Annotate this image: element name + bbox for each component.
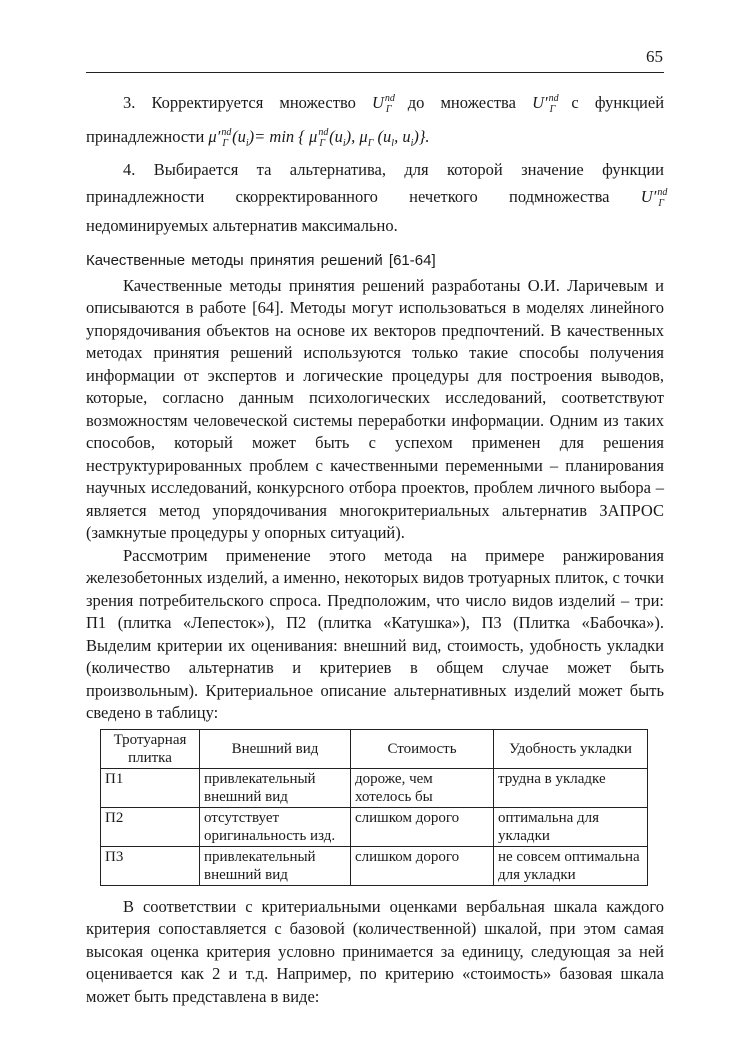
- header-rule: [86, 72, 664, 73]
- table-cell: оптимальна для укладки: [494, 807, 648, 846]
- section-heading: Качественные методы принятия решений [61-64]: [86, 251, 436, 269]
- table-header-cell: Тротуарная плитка: [101, 729, 200, 768]
- section-paragraph-1: Качественные методы принятия решений разработаны О.И. Ларичевым и описываются в работе [64]. Методы могут использоваться в моделях линейного упорядочивания объектов на основе их векторов предпочтений. В качественных методах принятия решений используются только такие способы получения информации от экспертов и логические процедуры для построения выводов, которые, согласно данным психологических исследований, соответствуют возможностям человеческой системы переработки информации. Одним из таких способов, который может быть с успехом применен для решения неструктурированных проблем с качественными переменными – планирования научных исследований, конкурсного отбора проектов, проблем личного выбора – является метод упорядочивания многокритериальных альтернатив ЗАПРОС (замкнутые процедуры у опорных ситуаций).: [86, 275, 664, 542]
- set-u-prime-nd-2: $U'^{nd}_Г$: [640, 186, 668, 209]
- criteria-table: [100, 729, 648, 886]
- page-number: 65: [646, 47, 663, 66]
- table-cell: П1: [101, 768, 200, 807]
- table-header-cell: Стоимость: [351, 729, 494, 768]
- paragraph-item-3: 3. Корректируется множество $U^{nd}_Г$ до множества $U'^{nd}_Г$ с функцией принадлежности $\mu'^{nd}_Г$ $(u_i)= \min$ { $\mu^{nd}_Г$ $(u_i)$, $\mu_Г$ ($u_l$, $u_i$)}.: [86, 93, 665, 149]
- table-row: [101, 768, 648, 807]
- membership-formula: $\mu'^{nd}_Г$ $(u_i)= \min$ { $\mu^{nd}_Г$ $(u_i)$, $\mu_Г$ ($u_l$, $u_i$)}.: [208, 126, 430, 149]
- table-row: [101, 846, 648, 885]
- section-paragraph-3: В соответствии с критериальными оценками вербальная шкала каждого критерия сопоставляется с базовой (количественной) шкалой, при этом самая высокая оценка критерия условно принимается за единицу, следующая за ней оценивается как 2 и т.д. Например, по критерию «стоимость» базовая шкала может быть представлена в виде:: [86, 896, 664, 1006]
- page-body: [86, 88, 668, 1008]
- table-cell: П2: [101, 807, 200, 846]
- table-header-cell: Внешний вид: [200, 729, 351, 768]
- table-cell: трудна в укладке: [494, 768, 648, 807]
- set-u-nd: $U^{nd}_Г$: [372, 93, 395, 115]
- table-cell: отсутствует оригинальность изд.: [200, 807, 351, 846]
- table-header-row: [101, 729, 648, 768]
- table-header-cell: Удобность укладки: [494, 729, 648, 768]
- section-paragraph-2: Рассмотрим применение этого метода на примере ранжирования железобетонных изделий, а именно, некоторых видов тротуарных плиток, с точки зрения потребительского спроса. Предположим, что число видов изделий – три: П1 (плитка «Лепесток»), П2 (плитка «Катушка»), П3 (Плитка «Бабочка»). Выделим критерии их оценивания: внешний вид, стоимость, удобность укладки (количество альтернатив и критериев в общем случае может быть произвольным). Критериальное описание альтернативных изделий может быть сведено в таблицу:: [86, 545, 664, 722]
- table-cell: не совсем оптимальна для укладки: [494, 846, 648, 885]
- table-cell: П3: [101, 846, 200, 885]
- table-cell: слишком дорого: [351, 807, 494, 846]
- table-row: [101, 807, 648, 846]
- table-cell: привлекательный внешний вид: [200, 768, 351, 807]
- table-cell: слишком дорого: [351, 846, 494, 885]
- table-cell: привлекательный внешний вид: [200, 846, 351, 885]
- table-cell: дороже, чем хотелось бы: [351, 768, 494, 807]
- set-u-prime-nd: $U'^{nd}_Г$: [532, 93, 559, 115]
- paragraph-item-4: 4. Выбирается та альтернатива, для которой значение функции принадлежности скорректированного нечеткого подмножества $U'^{nd}_Г$ недоминируемых альтернатив максимально.: [86, 160, 668, 235]
